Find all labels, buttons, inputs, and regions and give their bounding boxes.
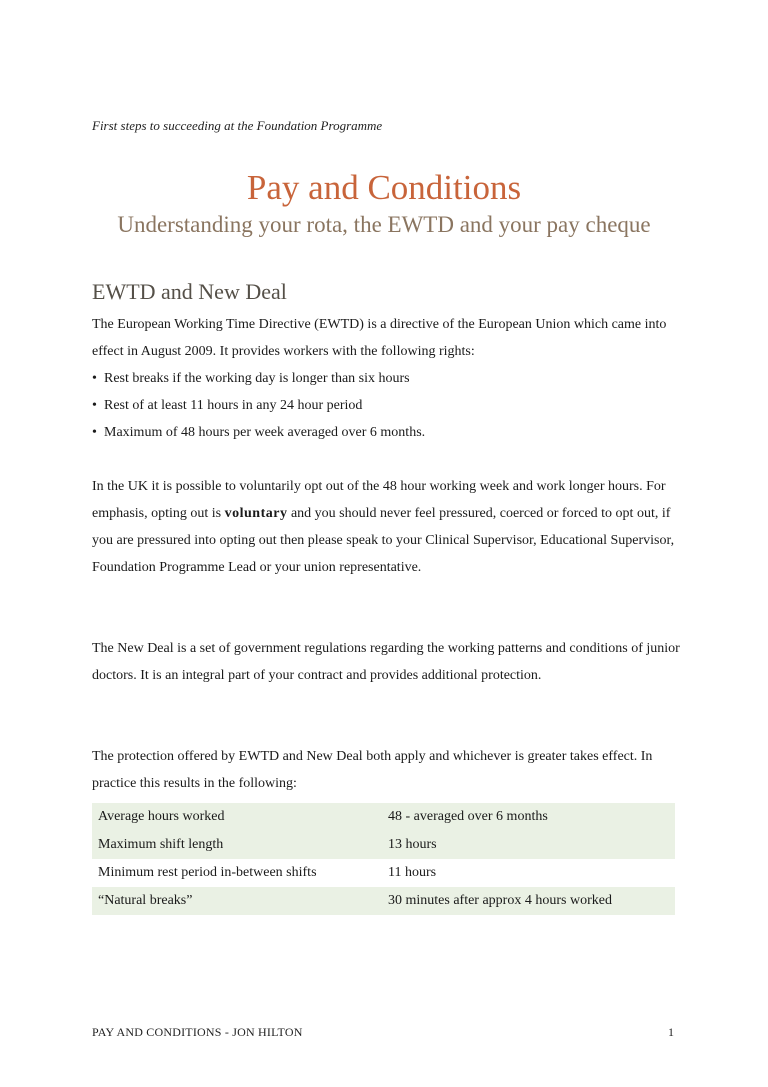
paragraph-new-deal: The New Deal is a set of government regulations regarding the working patterns and conditions of junior doctors. It is an integral part of your contract and provides additional protection. — [92, 641, 680, 683]
list-item — [92, 419, 682, 446]
rules-table — [92, 803, 675, 915]
table-cell-value: 11 hours — [388, 865, 437, 880]
table-cell-label: Average hours worked — [92, 803, 382, 831]
list-item-text: Rest breaks if the working day is longer than six hours — [104, 371, 410, 386]
paragraph-text: In the UK it is possible to voluntarily opt out of the 48 hour working week and work longer hours. For emphasis, opting out is — [92, 479, 666, 521]
running-header: First steps to succeeding at the Foundation Programme — [92, 118, 383, 133]
paragraph-opt-out — [92, 473, 682, 581]
table-cell-value: 13 hours — [382, 831, 675, 859]
bullet-icon: • — [92, 371, 97, 386]
page-title: Pay and Conditions — [246, 168, 522, 207]
table-cell-value: 30 minutes after approx 4 hours worked — [382, 887, 675, 915]
rights-list — [92, 365, 682, 446]
page-number: 1 — [668, 1025, 674, 1039]
table-cell-label: Maximum shift length — [92, 831, 382, 859]
table-row — [92, 803, 675, 831]
paragraph-protection: The protection offered by EWTD and New Deal both apply and whichever is greater takes effect. In practice this results in the following: — [92, 749, 653, 791]
list-item-text: Rest of at least 11 hours in any 24 hour period — [104, 398, 363, 413]
table-row — [92, 887, 675, 915]
table-cell-value: 48 - averaged over 6 months — [382, 803, 675, 831]
list-item — [92, 392, 682, 419]
bullet-icon: • — [92, 425, 97, 440]
running-footer: PAY AND CONDITIONS - JON HILTON — [92, 1025, 303, 1039]
table-row — [92, 831, 675, 859]
list-item-text: Maximum of 48 hours per week averaged over 6 months. — [104, 425, 426, 440]
emphasis-voluntary: voluntary — [224, 506, 288, 521]
table-row — [92, 859, 675, 887]
paragraph-ewtd-intro: The European Working Time Directive (EWTD) is a directive of the European Union which came into effect in August 2009. It provides workers with the following rights: — [92, 317, 667, 359]
section-heading: EWTD and New Deal — [92, 279, 287, 304]
paragraph-text: and you should never feel pressured, coerced or forced to opt out, if you are pressured into opting out then please speak to your Clinical Supervisor, Educational Supervisor, Foundation Programme Lead or your union representative. — [92, 506, 675, 575]
table-cell-label: “Natural breaks” — [92, 887, 382, 915]
table-cell-label: Minimum rest period in-between shifts — [98, 865, 317, 880]
page-subtitle: Understanding your rota, the EWTD and your pay cheque — [117, 212, 651, 237]
bullet-icon: • — [92, 398, 97, 413]
list-item — [92, 365, 682, 392]
